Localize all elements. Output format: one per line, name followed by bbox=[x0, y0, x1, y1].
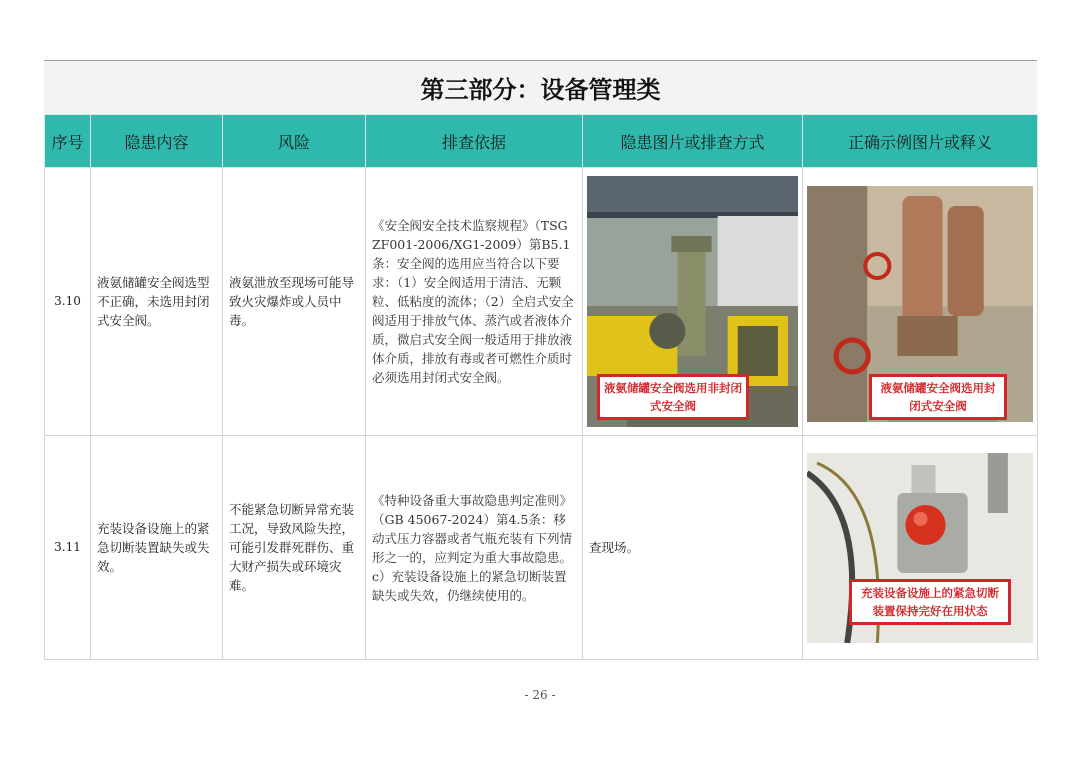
correct-photo-closed-safety-valve bbox=[807, 186, 1033, 422]
header-hazard: 隐患内容 bbox=[91, 115, 223, 168]
page-number: - 26 - bbox=[524, 688, 556, 702]
correct-image-cell bbox=[803, 436, 1038, 660]
table-header-row bbox=[45, 115, 1038, 168]
correct-caption: 充装设备设施上的紧急切断装置保持完好在用状态 bbox=[849, 579, 1011, 625]
correct-photo-emergency-shutoff bbox=[807, 453, 1033, 643]
table-row bbox=[45, 168, 1038, 436]
header-risk: 风险 bbox=[223, 115, 366, 168]
header-seq: 序号 bbox=[45, 115, 91, 168]
row-basis: 《特种设备重大事故隐患判定准则》（GB 45067-2024）第4.5条：移动式压力容器或者气瓶充装有下列情形之一的，应判定为重大事故隐患。c）充装设备设施上的紧急切断装置缺失或失效，仍继续使用的。 bbox=[366, 436, 583, 660]
hazard-photo-open-safety-valve bbox=[587, 176, 798, 427]
correct-caption: 液氨储罐安全阀选用封闭式安全阀 bbox=[869, 374, 1007, 420]
row-seq: 3.11 bbox=[45, 436, 91, 660]
hazard-table bbox=[44, 114, 1038, 660]
row-check-method: 查现场。 bbox=[583, 436, 803, 660]
hazard-caption: 液氨储罐安全阀选用非封闭式安全阀 bbox=[597, 374, 749, 420]
row-risk: 不能紧急切断异常充装工况，导致风险失控，可能引发群死群伤、重大财产损失或环境灾难。 bbox=[223, 436, 366, 660]
hazard-image-cell bbox=[583, 168, 803, 436]
correct-image-cell bbox=[803, 168, 1038, 436]
header-correct-image: 正确示例图片或释义 bbox=[803, 115, 1038, 168]
row-seq: 3.10 bbox=[45, 168, 91, 436]
table-row bbox=[45, 436, 1038, 660]
header-basis: 排查依据 bbox=[366, 115, 583, 168]
header-hazard-image: 隐患图片或排查方式 bbox=[583, 115, 803, 168]
row-risk: 液氨泄放至现场可能导致火灾爆炸或人员中毒。 bbox=[223, 168, 366, 436]
section-title: 第三部分：设备管理类 bbox=[44, 61, 1037, 113]
row-hazard: 液氨储罐安全阀选型不正确，未选用封闭式安全阀。 bbox=[91, 168, 223, 436]
row-basis: 《安全阀安全技术监察规程》（TSG ZF001-2006/XG1-2009）第B5.1条：安全阀的选用应当符合以下要求：（1）安全阀适用于清洁、无颗粒、低粘度的流体；（2）全启式安全阀适用于排放气体、蒸汽或者液体介质，微启式安全阀一般适用于排放液体介质，排放有毒或者可燃性介质时必须选用封闭式安全阀。 bbox=[366, 168, 583, 436]
row-hazard: 充装设备设施上的紧急切断装置缺失或失效。 bbox=[91, 436, 223, 660]
